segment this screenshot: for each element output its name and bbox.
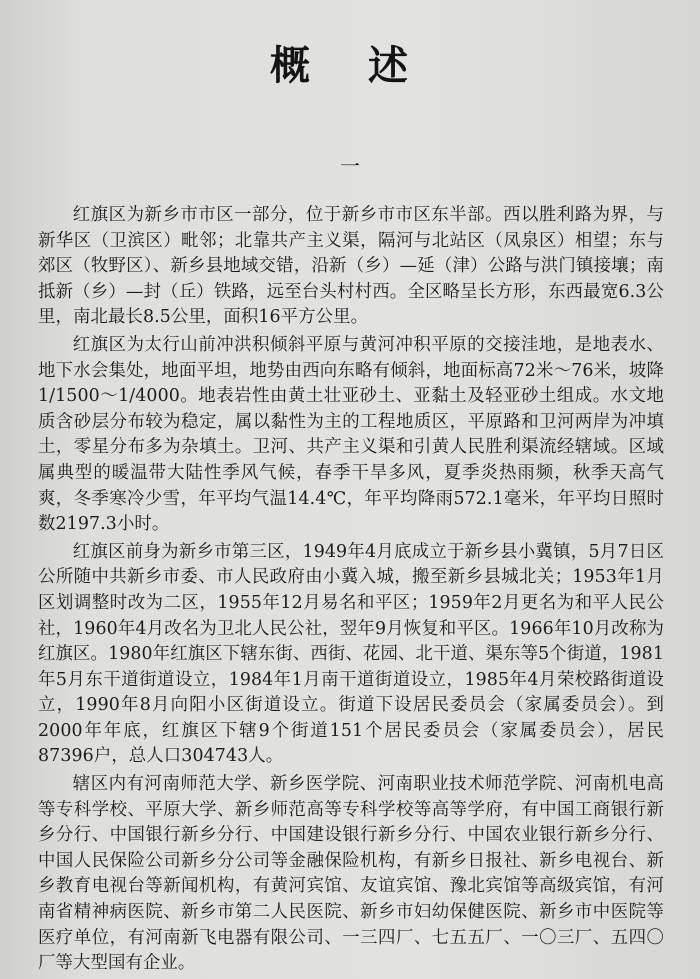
document-body [38,203,664,979]
section-number: 一 [340,154,360,178]
page-title: 概 述 [270,43,430,89]
paragraph-geography: 红旗区为太行山前冲洪积倾斜平原与黄河冲积平原的交接洼地，是地表水、地下水会集处，地面平坦，地势由西向东略有倾斜，地面标高72米～76米，坡降1/1500～1/4000。地表岩性由黄土壮亚砂土、亚黏土及轻亚砂土组成。水文地质含砂层分布较为稳定，属以黏性为主的工程地质区，平原路和卫河两岸为冲填土，零星分布多为杂填土。卫河、共产主义渠和引黄人民胜利渠流经辖域。区域属典型的暖温带大陆性季风气候，春季干旱多风，夏季炎热雨频，秋季天高气爽，冬季寒冷少雪，年平均气温14.4℃，年平均降雨572.1毫米，年平均日照时数2197.3小时。 [38,334,664,535]
paragraph-history: 红旗区前身为新乡市第三区，1949年4月底成立于新乡县小冀镇，5月7日区公所随中共新乡市委、市人民政府由小冀入城，搬至新乡县城北关；1953年1月区划调整时改为二区，1955年12月易名和平区；1959年2月更名为和平人民公社，1960年4月改名为卫北人民公社，翌年9月恢复和平区。1966年10月改称为红旗区。1980年红旗区下辖东街、西街、花园、北干道、渠东等5个街道，1981年5月东干道街道设立，1984年1月南干道街道设立，1985年4月荣校路街道设立，1990年8月向阳小区街道设立。街道下设居民委员会（家属委员会）。到2000年年底，红旗区下辖9个街道151个居民委员会（家属委员会），居民87396户，总人口304743人。 [38,541,664,767]
paragraph-location: 红旗区为新乡市市区一部分，位于新乡市市区东半部。西以胜利路为界，与新华区（卫滨区）毗邻；北靠共产主义渠，隔河与北站区（凤泉区）相望；东与郊区（牧野区）、新乡县地域交错，沿新（乡）—延（津）公路与洪门镇接壤；南抵新（乡）—封（丘）铁路，远至台头村村西。全区略呈长方形，东西最宽6.3公里，南北最长8.5公里，面积16平方公里。 [38,205,664,328]
paragraph-institutions: 辖区内有河南师范大学、新乡医学院、河南职业技术师范学院、河南机电高等专科学校、平原大学、新乡师范高等专科学校等高等学府，有中国工商银行新乡分行、中国银行新乡分行、中国建设银行新乡分行、中国农业银行新乡分行、中国人民保险公司新乡分公司等金融保险机构，有新乡日报社、新乡电视台、新乡教育电视台等新闻机构，有黄河宾馆、友谊宾馆、豫北宾馆等高级宾馆，有河南省精神病医院、新乡市第二人民医院、新乡市妇幼保健医院、新乡市中医院等医疗单位，有河南新飞电器有限公司、一三四厂、七五五厂、一〇三厂、五四〇厂等大型国有企业。 [38,774,664,974]
